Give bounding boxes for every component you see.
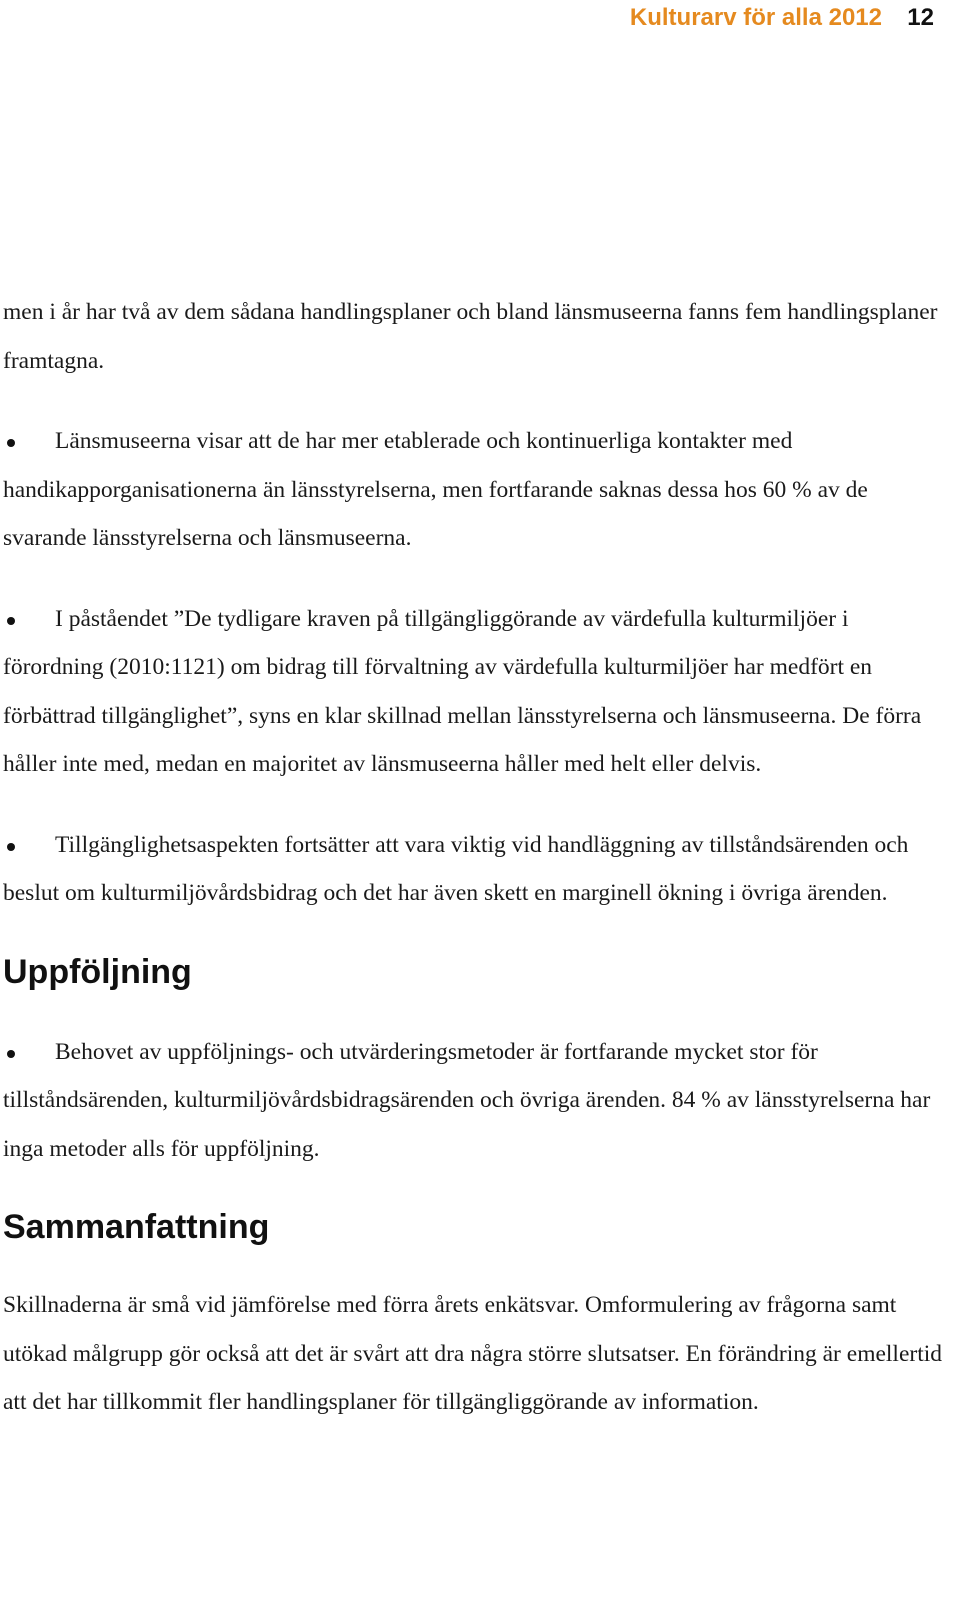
bullet-item [3,417,949,563]
bullet-item [3,1028,949,1174]
running-header [0,0,960,40]
bullet-text: Tillgänglighetsaspekten fortsätter att vara viktig vid handläggning av tillståndsärenden och beslut om kulturmiljövårdsbidrag och det har även skett en marginell ökning i övriga ärenden. [3,831,909,906]
heading-followup: Uppföljning [3,952,192,991]
heading-summary: Sammanfattning [3,1208,270,1246]
bullet-icon [7,617,15,625]
spacer [3,563,949,595]
bullet-text: Behovet av uppföljnings- och utvärderingsmetoder är fortfarande mycket stor för tillståndsärenden, kulturmiljövårdsbidragsärenden och övriga ärenden. 84 % av länsstyrelserna har inga metoder alls för uppföljning. [3,1038,931,1162]
bullet-item [3,595,949,789]
bullet-icon [7,1050,15,1058]
bullet-icon [7,439,15,447]
bullet-text: I påståendet ”De tydligare kraven på tillgängliggörande av värdefulla kulturmiljöer i förordning (2010:1121) om bidrag till förvaltning av värdefulla kulturmiljöer har medfört en förbättrad tillgänglighet”, syns en klar skillnad mellan länsstyrelserna och länsmuseerna. De förra håller inte med, medan en majoritet av länsmuseerna håller med helt eller delvis. [3,605,922,777]
spacer [3,789,949,821]
spacer [3,385,949,417]
bullet-text: Länsmuseerna visar att de har mer etablerade och kontinuerliga kontakter med handikapporganisationerna än länsstyrelserna, men fortfarande saknas dessa hos 60 % av de svarande länsstyrelserna och länsmuseerna. [3,428,868,551]
page-number: 12 [907,4,934,31]
summary-paragraph: Skillnaderna är små vid jämförelse med förra årets enkätsvar. Omformulering av frågorna samt utökad målgrupp gör också att det är svårt att dra några större slutsatser. En förändring är emellertid att det har tillkommit fler handlingsplaner för tillgängliggörande av information. [3,1292,943,1415]
spacer [3,1251,949,1281]
spacer [3,1173,949,1203]
intro-paragraph: men i år har två av dem sådana handlingsplaner och bland länsmuseerna fanns fem handlingsplaner framtagna. [3,299,938,374]
spacer [3,996,949,1028]
bullet-icon [7,843,15,851]
bullet-item [3,821,949,918]
header-title: Kulturarv för alla 2012 [629,4,882,31]
document-body [3,288,949,1427]
spacer [3,918,949,948]
